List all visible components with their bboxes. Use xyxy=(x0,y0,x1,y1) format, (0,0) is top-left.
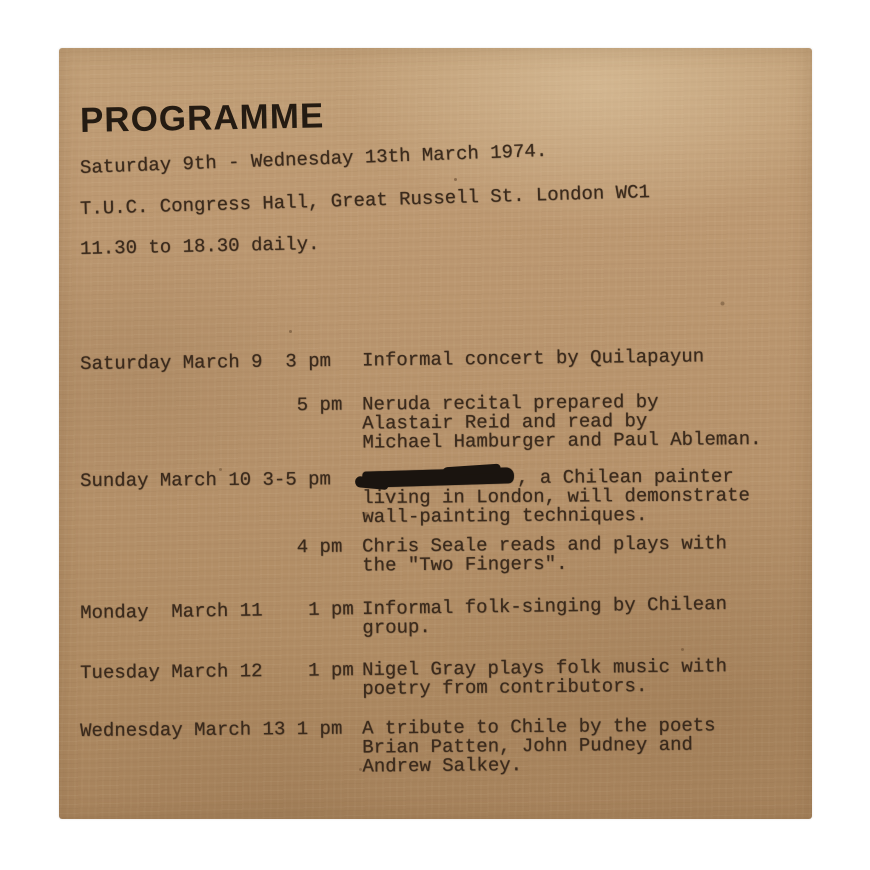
schedule-row xyxy=(80,716,792,779)
schedule-description xyxy=(362,657,792,700)
schedule-daytime: 5 pm xyxy=(79,393,343,418)
schedule-description xyxy=(362,467,792,527)
schedule-description-text: , a Chilean painter living in London, will demonstrate wall-painting techniques. xyxy=(362,465,750,529)
schedule-description-text: Nigel Gray plays folk music with poetry from contributors. xyxy=(361,655,728,701)
schedule-description xyxy=(362,594,792,638)
programme-document xyxy=(59,48,812,819)
schedule-description xyxy=(362,346,792,370)
schedule xyxy=(79,345,792,779)
schedule-description xyxy=(362,716,792,777)
redaction-mark xyxy=(361,467,514,488)
schedule-daytime: Sunday March 10 3-5 pm xyxy=(79,468,331,492)
schedule-description-text: Neruda recital prepared by Alastair Reid and read by Michael Hamburger and Paul Ableman. xyxy=(361,390,762,454)
schedule-row xyxy=(80,657,792,702)
schedule-daytime: Saturday March 9 3 pm xyxy=(79,349,332,375)
schedule-description xyxy=(362,534,792,576)
schedule-description xyxy=(362,392,792,453)
schedule-row xyxy=(80,467,792,529)
venue-line: T.U.C. Congress Hall, Great Russell St. London WC1 xyxy=(79,181,651,220)
schedule-row xyxy=(80,392,792,455)
date-range-line: Saturday 9th - Wednesday 13th March 1974. xyxy=(79,139,548,179)
schedule-row xyxy=(80,534,792,578)
schedule-daytime: 4 pm xyxy=(79,535,343,560)
opening-hours-line: 11.30 to 18.30 daily. xyxy=(79,232,320,260)
schedule-description-text: A tribute to Chile by the poets Brian Patten, John Pudney and Andrew Salkey. xyxy=(361,714,716,778)
schedule-description-text: Informal folk-singing by Chilean group. xyxy=(361,592,728,640)
schedule-description-text: Informal concert by Quilapayun xyxy=(361,345,705,372)
schedule-row xyxy=(80,346,792,374)
programme-content xyxy=(59,48,812,779)
schedule-daytime: Wednesday March 13 1 pm xyxy=(79,717,343,742)
programme-title: PROGRAMME xyxy=(79,96,325,140)
schedule-daytime: Tuesday March 12 1 pm xyxy=(79,659,354,684)
schedule-description-text: Chris Seale reads and plays with the "Two Fingers". xyxy=(361,532,728,577)
schedule-daytime: Monday March 11 1 pm xyxy=(79,598,354,624)
schedule-row xyxy=(80,594,792,642)
